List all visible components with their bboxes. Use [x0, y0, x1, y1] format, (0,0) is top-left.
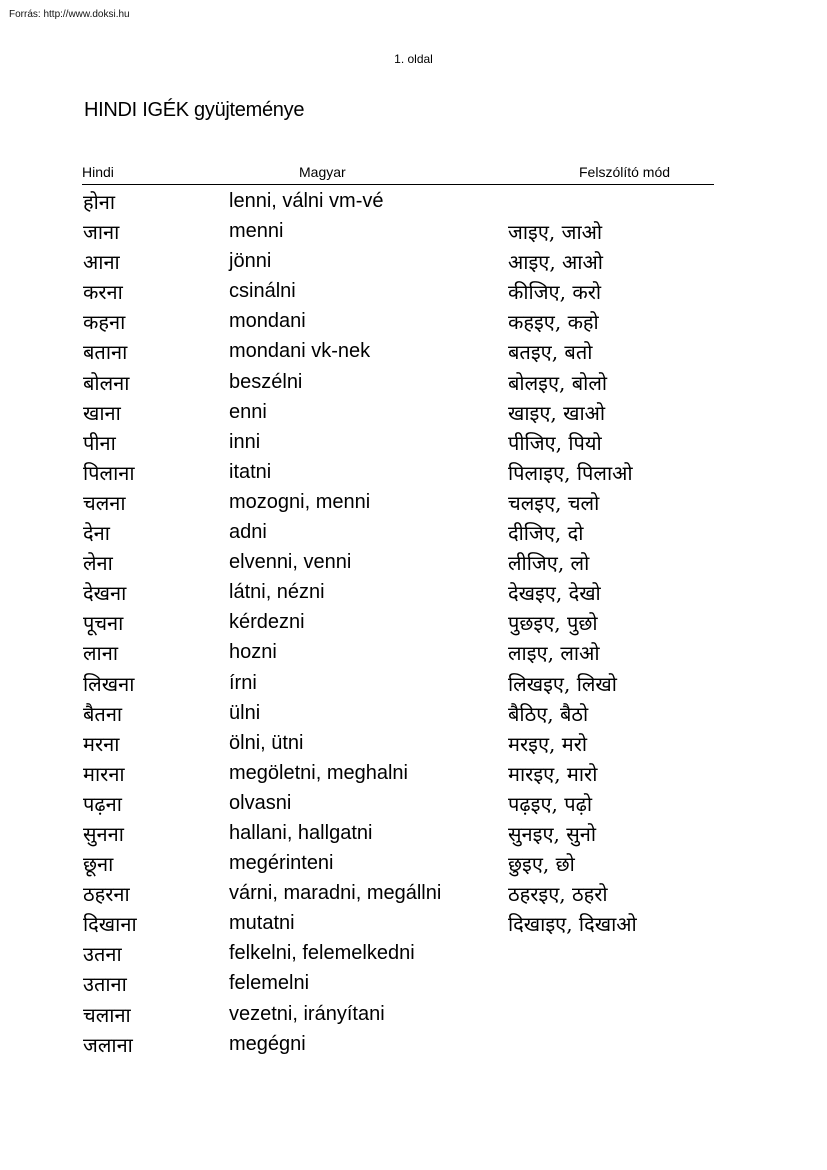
magyar-translation: kérdezni [229, 611, 305, 634]
hindi-verb: जलाना [83, 1032, 133, 1057]
imperative-form: दीजिए, दो [508, 521, 584, 546]
hindi-verb: देना [83, 521, 110, 546]
imperative-form: आइए, आओ [508, 250, 603, 275]
hindi-verb: होना [83, 190, 116, 214]
hindi-verb: पूचना [83, 611, 124, 636]
column-header-magyar: Magyar [299, 164, 346, 180]
imperative-form: देखइए, देखो [508, 581, 601, 606]
imperative-form: दिखाइए, दिखाओ [508, 912, 637, 937]
imperative-form: पढ़इए, पढ़ो [508, 791, 593, 816]
magyar-translation: vezetni, irányítani [229, 1002, 385, 1025]
hindi-verb: आना [83, 250, 120, 275]
table-row [0, 277, 827, 307]
magyar-translation: megégni [229, 1032, 306, 1055]
imperative-form: छुइए, छो [508, 852, 575, 877]
magyar-translation: megérinteni [229, 852, 334, 875]
table-row [0, 1030, 827, 1060]
column-header-hindi: Hindi [82, 164, 114, 180]
imperative-form: लाइए, लाओ [508, 641, 600, 666]
hindi-verb: मरना [83, 731, 120, 756]
hindi-verb: सुनना [83, 821, 124, 846]
magyar-translation: elvenni, venni [229, 551, 352, 574]
hindi-verb: लेना [83, 551, 113, 576]
table-row [0, 368, 827, 398]
table-row [0, 217, 827, 247]
table-row [0, 247, 827, 277]
imperative-form: पीजिए, पियो [508, 430, 602, 455]
verb-table [0, 187, 827, 1060]
imperative-form: खाइए, खाओ [508, 400, 606, 425]
source-url: Forrás: http://www.doksi.hu [9, 9, 130, 20]
table-row [0, 879, 827, 909]
hindi-verb: लाना [83, 641, 119, 666]
hindi-verb: बोलना [83, 370, 130, 395]
hindi-verb: करना [83, 280, 123, 305]
table-row [0, 428, 827, 458]
magyar-translation: mondani [229, 310, 306, 333]
table-row [0, 548, 827, 578]
magyar-translation: jönni [229, 250, 272, 273]
table-row [0, 337, 827, 367]
imperative-form: ठहरइए, ठहरो [508, 882, 608, 907]
magyar-translation: megöletni, meghalni [229, 761, 408, 784]
imperative-form: पुछइए, पुछो [508, 611, 598, 636]
header-divider [82, 184, 714, 185]
magyar-translation: lenni, válni vm-vé [229, 190, 384, 212]
hindi-verb: उताना [83, 972, 127, 997]
magyar-translation: adni [229, 521, 267, 544]
table-row [0, 669, 827, 699]
table-row [0, 849, 827, 879]
magyar-translation: olvasni [229, 791, 292, 814]
hindi-verb: बैतना [83, 701, 123, 726]
magyar-translation: felemelni [229, 972, 310, 995]
imperative-form: बैठिए, बैठो [508, 701, 589, 726]
hindi-verb: चलाना [83, 1002, 131, 1027]
imperative-form: लीजिए, लो [508, 551, 590, 576]
table-row [0, 939, 827, 969]
hindi-verb: ठहरना [83, 882, 130, 907]
magyar-translation: várni, maradni, megállni [229, 882, 442, 905]
imperative-form: मरइए, मरो [508, 731, 588, 756]
magyar-translation: menni [229, 220, 284, 243]
table-row [0, 819, 827, 849]
hindi-verb: दिखाना [83, 912, 137, 937]
table-row [0, 699, 827, 729]
magyar-translation: inni [229, 430, 261, 453]
table-row [0, 398, 827, 428]
magyar-translation: írni [229, 671, 257, 694]
hindi-verb: लिखना [83, 671, 135, 696]
table-row [0, 608, 827, 638]
table-row [0, 969, 827, 999]
magyar-translation: mutatni [229, 912, 295, 935]
table-row [0, 638, 827, 668]
hindi-verb: पढ़ना [83, 791, 122, 816]
imperative-form: मारइए, मारो [508, 761, 598, 786]
table-row [0, 729, 827, 759]
magyar-translation: mozogni, menni [229, 490, 371, 513]
magyar-translation: hallani, hallgatni [229, 821, 373, 844]
hindi-verb: छूना [83, 852, 114, 877]
hindi-verb: उतना [83, 942, 122, 967]
hindi-verb: चलना [83, 490, 126, 515]
magyar-translation: enni [229, 400, 267, 423]
imperative-form: कहइए, कहो [508, 310, 599, 335]
magyar-translation: látni, nézni [229, 581, 325, 604]
imperative-form: जाइए, जाओ [508, 220, 603, 245]
table-row [0, 759, 827, 789]
hindi-verb: पीना [83, 430, 116, 455]
page-number: 1. oldal [394, 52, 433, 66]
table-row [0, 1000, 827, 1030]
magyar-translation: csinálni [229, 280, 296, 303]
hindi-verb: जाना [83, 220, 120, 245]
page-title: HINDI IGÉK gyüjteménye [84, 99, 305, 121]
table-row [0, 578, 827, 608]
magyar-translation: itatni [229, 460, 272, 483]
imperative-form: कीजिए, करो [508, 280, 602, 305]
hindi-verb: मारना [83, 761, 125, 786]
magyar-translation: ülni [229, 701, 261, 724]
hindi-verb: देखना [83, 581, 127, 606]
imperative-form: चलइए, चलो [508, 490, 600, 515]
imperative-form: सुनइए, सुनो [508, 821, 597, 846]
imperative-form: बतइए, बतो [508, 340, 593, 365]
hindi-verb: खाना [83, 400, 121, 425]
imperative-form: पिलाइए, पिलाओ [508, 460, 633, 485]
hindi-verb: पिलाना [83, 460, 135, 485]
table-row [0, 789, 827, 819]
column-header-imperative: Felszólító mód [579, 164, 671, 180]
magyar-translation: felkelni, felemelkedni [229, 942, 415, 965]
hindi-verb: बताना [83, 340, 128, 365]
magyar-translation: beszélni [229, 370, 303, 393]
table-row [0, 187, 827, 217]
table-row [0, 488, 827, 518]
imperative-form: लिखइए, लिखो [508, 671, 617, 696]
hindi-verb: कहना [83, 310, 126, 335]
table-row [0, 458, 827, 488]
magyar-translation: mondani vk-nek [229, 340, 371, 363]
table-row [0, 307, 827, 337]
imperative-form: बोलइए, बोलो [508, 370, 608, 395]
magyar-translation: ölni, ütni [229, 731, 304, 754]
table-row [0, 909, 827, 939]
magyar-translation: hozni [229, 641, 277, 664]
table-row [0, 518, 827, 548]
